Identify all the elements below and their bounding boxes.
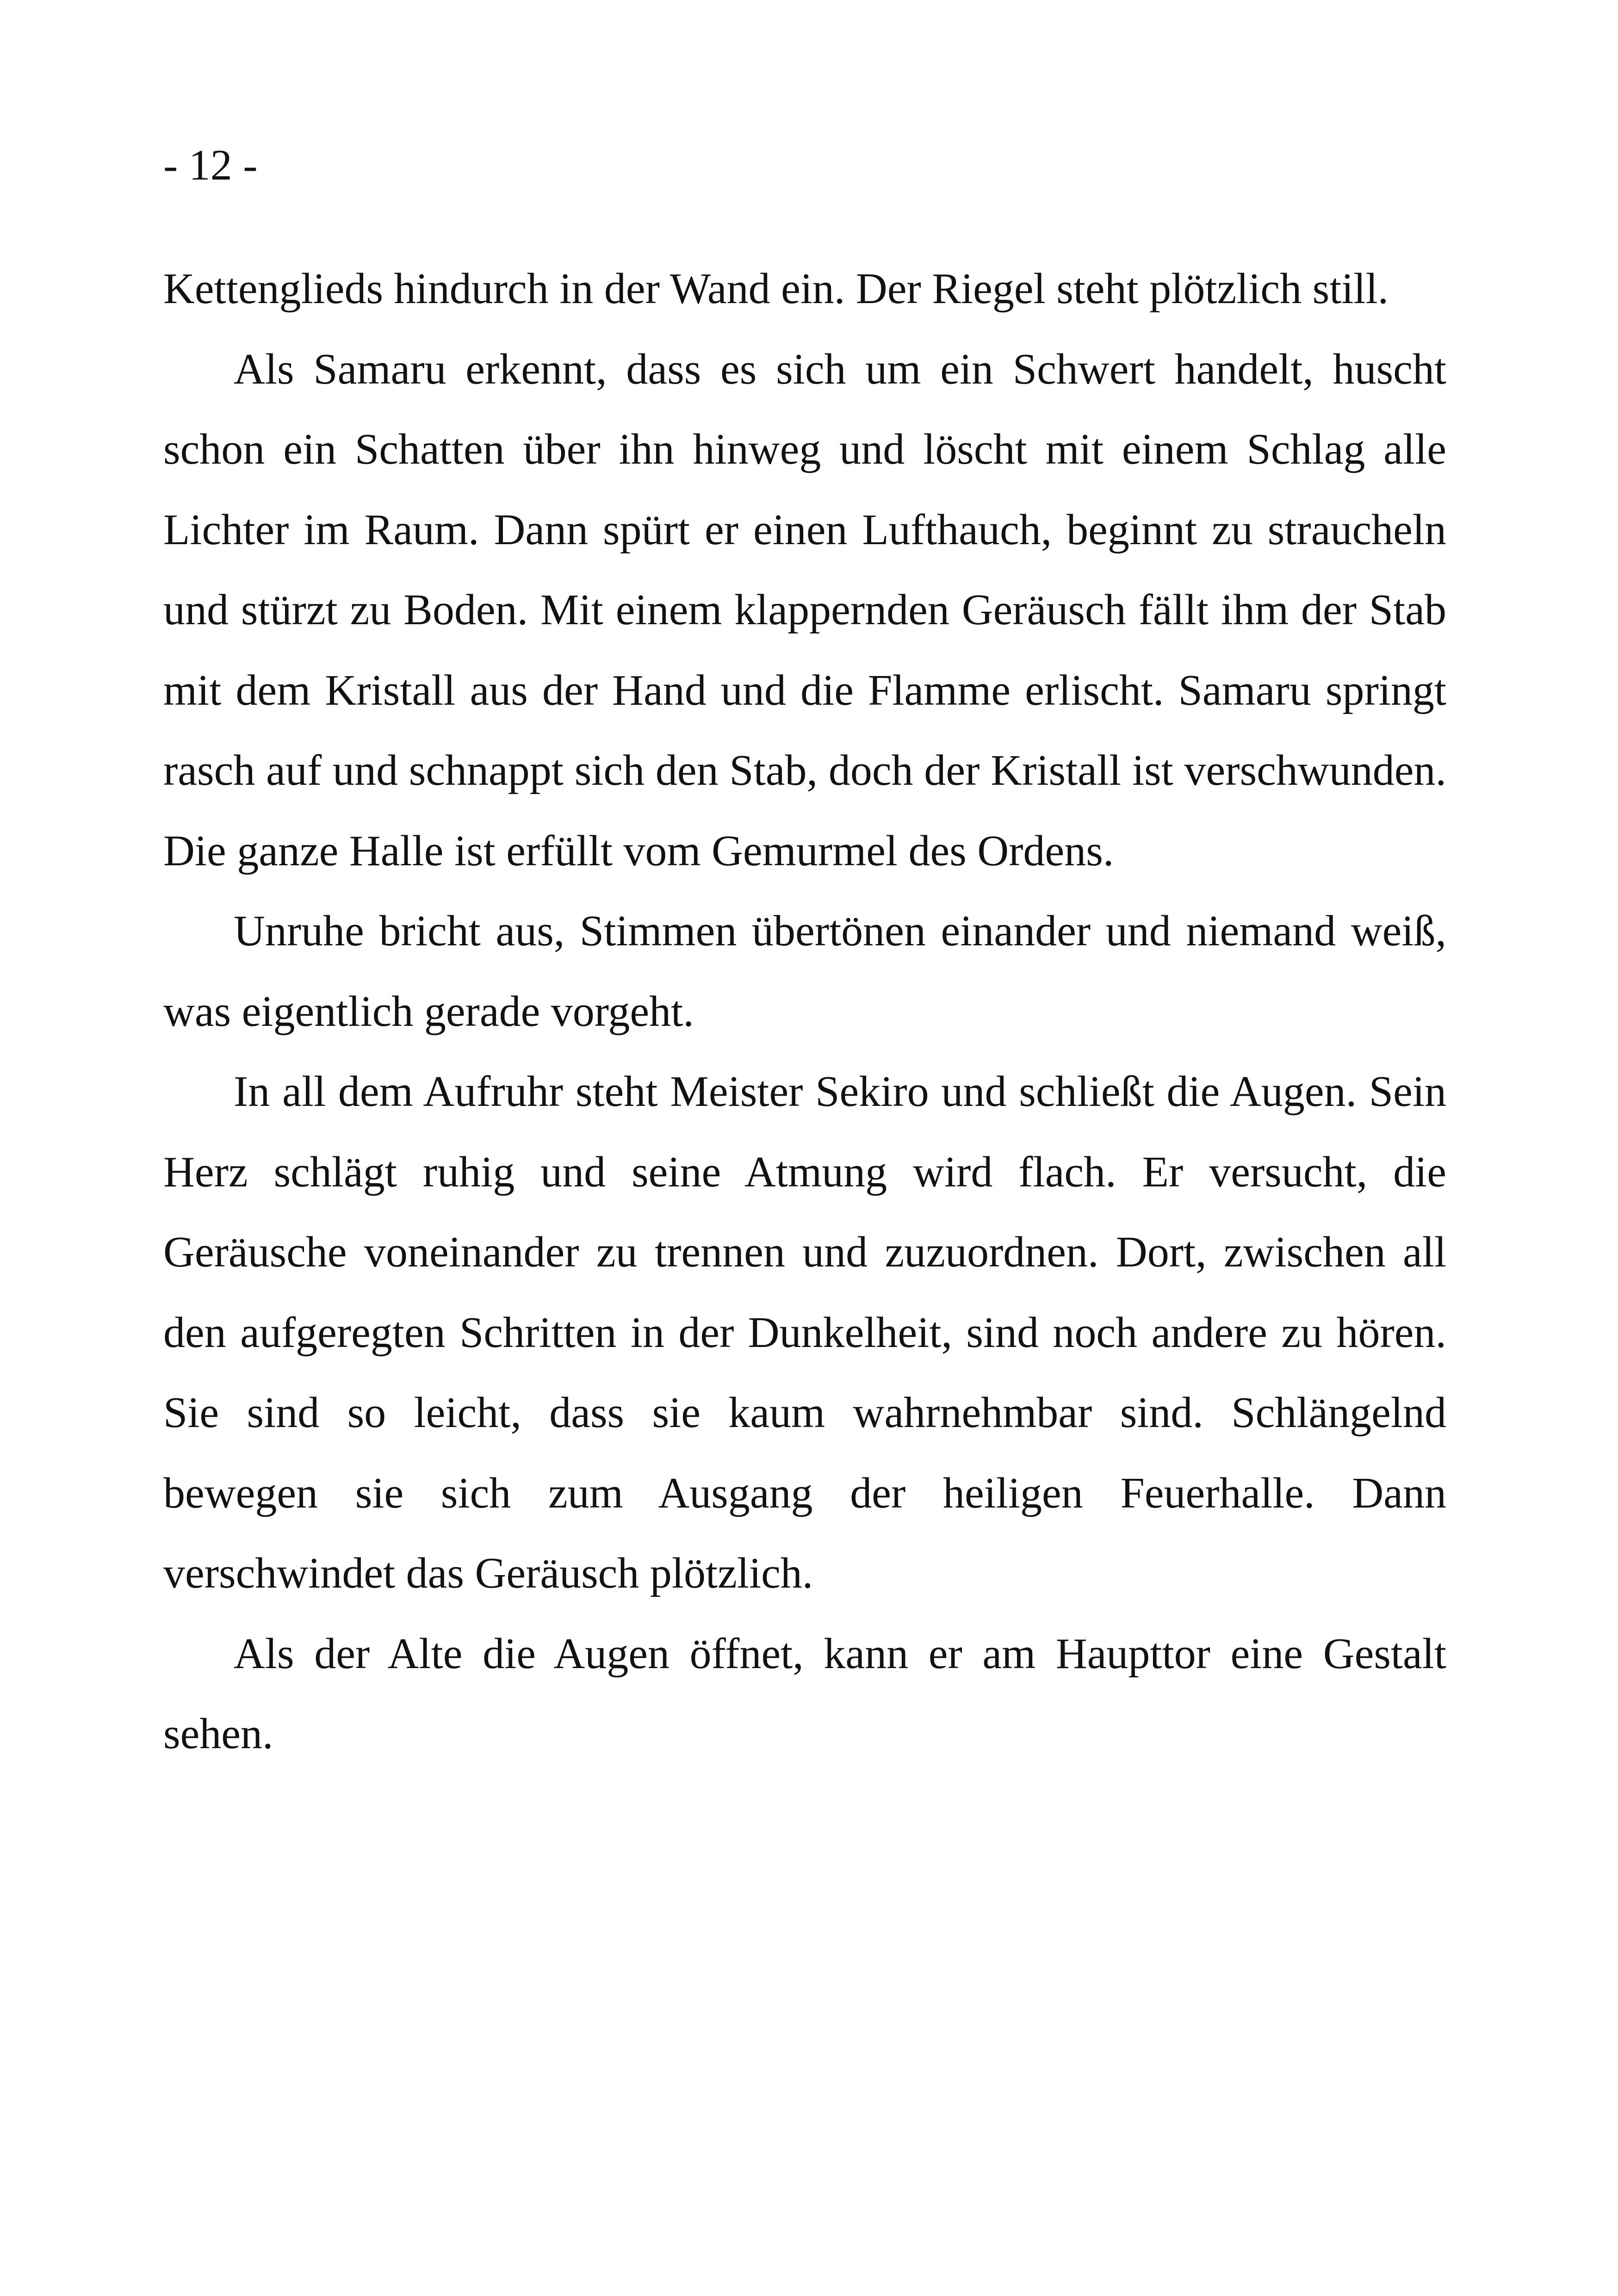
paragraph-continued: Kettenglieds hindurch in der Wand ein. Der Riegel steht plötzlich still.: [163, 265, 1389, 313]
paragraph-unrest: Unruhe bricht aus, Stimmen übertönen einander und niemand weiß, was eigentlich gerade vorgeht.: [163, 907, 1446, 1036]
paragraph-figure-at-gate: Als der Alte die Augen öffnet, kann er am Haupttor eine Gestalt sehen.: [163, 1629, 1446, 1758]
body-text: [163, 249, 1446, 1775]
page-number: - 12 -: [163, 141, 258, 189]
paragraph-master-sekiro: In all dem Aufruhr steht Meister Sekiro und schließt die Augen. Sein Herz schlägt ruhig und seine Atmung wird flach. Er versucht, die Geräusche voneinander zu trennen und zuzuordnen. Dort, zwischen all den aufgeregten Schritten in der Dunkelheit, sind noch andere zu hören. Sie sind so leicht, dass sie kaum wahrnehmbar sind. Schlängelnd bewegen sie sich zum Ausgang der heiligen Feuerhalle. Dann verschwindet das Geräusch plötzlich.: [163, 1067, 1446, 1597]
paragraph-samaru-sword: Als Samaru erkennt, dass es sich um ein Schwert handelt, huscht schon ein Schatten über ihn hinweg und löscht mit einem Schlag alle Lichter im Raum. Dann spürt er einen Lufthauch, beginnt zu straucheln und stürzt zu Boden. Mit einem klappernden Geräusch fällt ihm der Stab mit dem Kristall aus der Hand und die Flamme erlischt. Samaru springt rasch auf und schnappt sich den Stab, doch der Kristall ist verschwunden. Die ganze Halle ist erfüllt vom Gemurmel des Ordens.: [163, 345, 1446, 875]
